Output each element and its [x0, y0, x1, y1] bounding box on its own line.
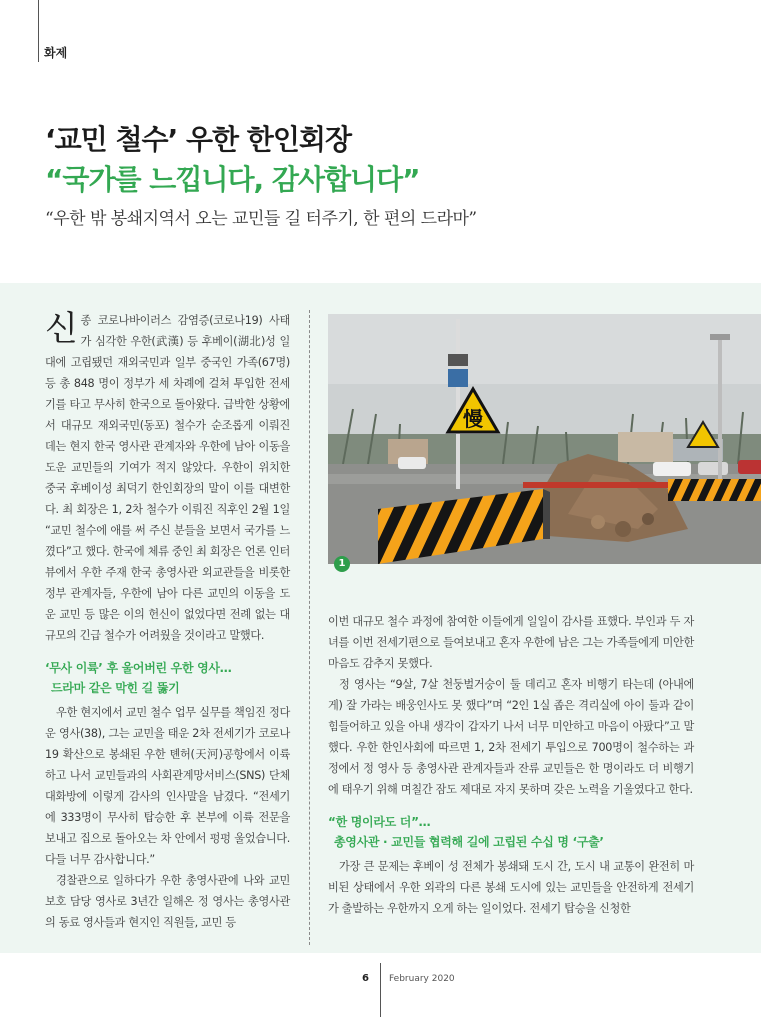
- footer-rule: [380, 963, 381, 1017]
- top-rule: [38, 0, 39, 62]
- subhead-2-line2: 총영사관 · 교민들 협력해 길에 고립된 수십 명 ‘구출’: [334, 835, 604, 849]
- column-divider: [309, 310, 310, 945]
- subhead-2: [328, 812, 694, 852]
- dropcap: 신: [45, 309, 78, 349]
- left-paragraph-3: 경찰관으로 일하다가 우한 총영사관에 나와 교민 보호 담당 영사로 3년간 일해온 정 영사는 총영사관의 동료 영사들과 현지인 직원들, 교민 등: [45, 874, 290, 929]
- right-column: [328, 611, 694, 919]
- intro-paragraph: 종 코로나바이러스 감염증(코로나19) 사태가 심각한 우한(武漢) 등 후베이(湖北)성 일대에 고립됐던 재외국민과 일부 중국인 가족(67명) 등 총 848 명이 정부가 세 차례에 걸쳐 투입한 전세기를 타고 무사히 한국으로 돌아왔다. 급박한 상황에서 대규모 재외국민(동포) 철수가 순조롭게 이뤄진 데는 현지 한국 영사관 관계자와 우한에 남아 이동을 도운 교민들의 기여가 적지 않았다. 우한이 위치한 중국 후베이성 최덕기 한인회장의 말이 이를 대변한다. 최 회장은 1, 2차 철수가 이뤄진 직후인 2월 1일 “교민 철수에 애를 써 주신 분들을 보면서 국가를 느꼈다”고 했다. 한국에 체류 중인 최 회장은 언론 인터뷰에서 우한 주재 한국 총영사관 외교관들을 비롯한 정부 관계자들, 우한에 남아 다른 교민의 이동을 도운 교민 등 많은 이의 헌신이 없었다면 전례 없는 대규모의 긴급 철수가 어려웠을 것이라고 말했다.: [45, 314, 290, 642]
- roadblock-photo: [328, 314, 761, 564]
- page-number: 6: [362, 973, 369, 984]
- left-column: [45, 310, 290, 933]
- photo-badge: 1: [334, 556, 350, 572]
- issue-date: February 2020: [389, 974, 455, 984]
- article-photo: [328, 314, 761, 564]
- subhead-1: [45, 658, 290, 698]
- right-paragraph-3: 가장 큰 문제는 후베이 성 전체가 봉쇄돼 도시 간, 도시 내 교통이 완전히 마비된 상태에서 우한 외곽의 다른 봉쇄 도시에 있는 교민들을 안전하게 전세기가 출발하는 우한까지 오게 하는 일이었다. 전세기 탑승을 신청한: [328, 860, 694, 915]
- headline-line1: ‘교민 철수’ 우한 한인회장: [45, 123, 351, 156]
- right-paragraph-1: 이번 대규모 철수 과정에 참여한 이들에게 일일이 감사를 표했다. 부인과 두 자녀를 이번 전세기편으로 들여보내고 혼자 우한에 남은 그는 가족들에게 미안한 마음도 감추지 못했다.: [328, 615, 694, 670]
- subhead-2-line1: “한 명이라도 더”…: [328, 815, 431, 829]
- subhead-1-line2: 드라마 같은 막힌 길 뚫기: [51, 681, 180, 695]
- headline-line2: “국가를 느낍니다, 감사합니다”: [45, 163, 420, 196]
- headline-subtitle: “우한 밖 봉쇄지역서 오는 교민들 길 터주기, 한 편의 드라마”: [45, 209, 477, 229]
- subhead-1-line1: ‘무사 이륙’ 후 울어버린 우한 영사…: [45, 661, 232, 675]
- section-label: 화제: [44, 46, 68, 60]
- left-paragraph-2: 우한 현지에서 교민 철수 업무 실무를 책임진 정다운 영사(38), 그는 교민을 태운 2차 전세기가 코로나19 확산으로 봉쇄된 우한 톈허(天河)공항에서 이륙하고 나서 교민들과의 사회관계망서비스(SNS) 단체 대화방에 이렇게 감사의 인사말을 남겼다. “전세기에 333명이 무사히 탑승한 후 본부에 이륙 전문을 보내고 집으로 돌아오는 차 안에서 펑펑 울었습니다. 다들 너무 감사합니다.”: [45, 706, 290, 866]
- right-paragraph-2: 정 영사는 “9살, 7살 천둥벌거숭이 둘 데리고 혼자 비행기 타는데 (아내에게) 잘 가라는 배웅인사도 못 했다”며 “2인 1실 좁은 격리실에 아이 둘과 같이 힘들어하고 있을 아내 생각이 갑자기 나서 너무 미안하고 마음이 아팠다”고 말했다. 우한 한인사회에 따르면 1, 2차 전세기 투입으로 700명이 철수하는 과정에서 정 영사 등 총영사관 관계자들과 잔류 교민들은 한 명이라도 더 비행기에 태우기 위해 며칠간 잠도 제대로 자지 못하며 갖은 노력을 기울였다고 한다.: [328, 678, 694, 796]
- photo-sign-text: 慢: [463, 407, 483, 431]
